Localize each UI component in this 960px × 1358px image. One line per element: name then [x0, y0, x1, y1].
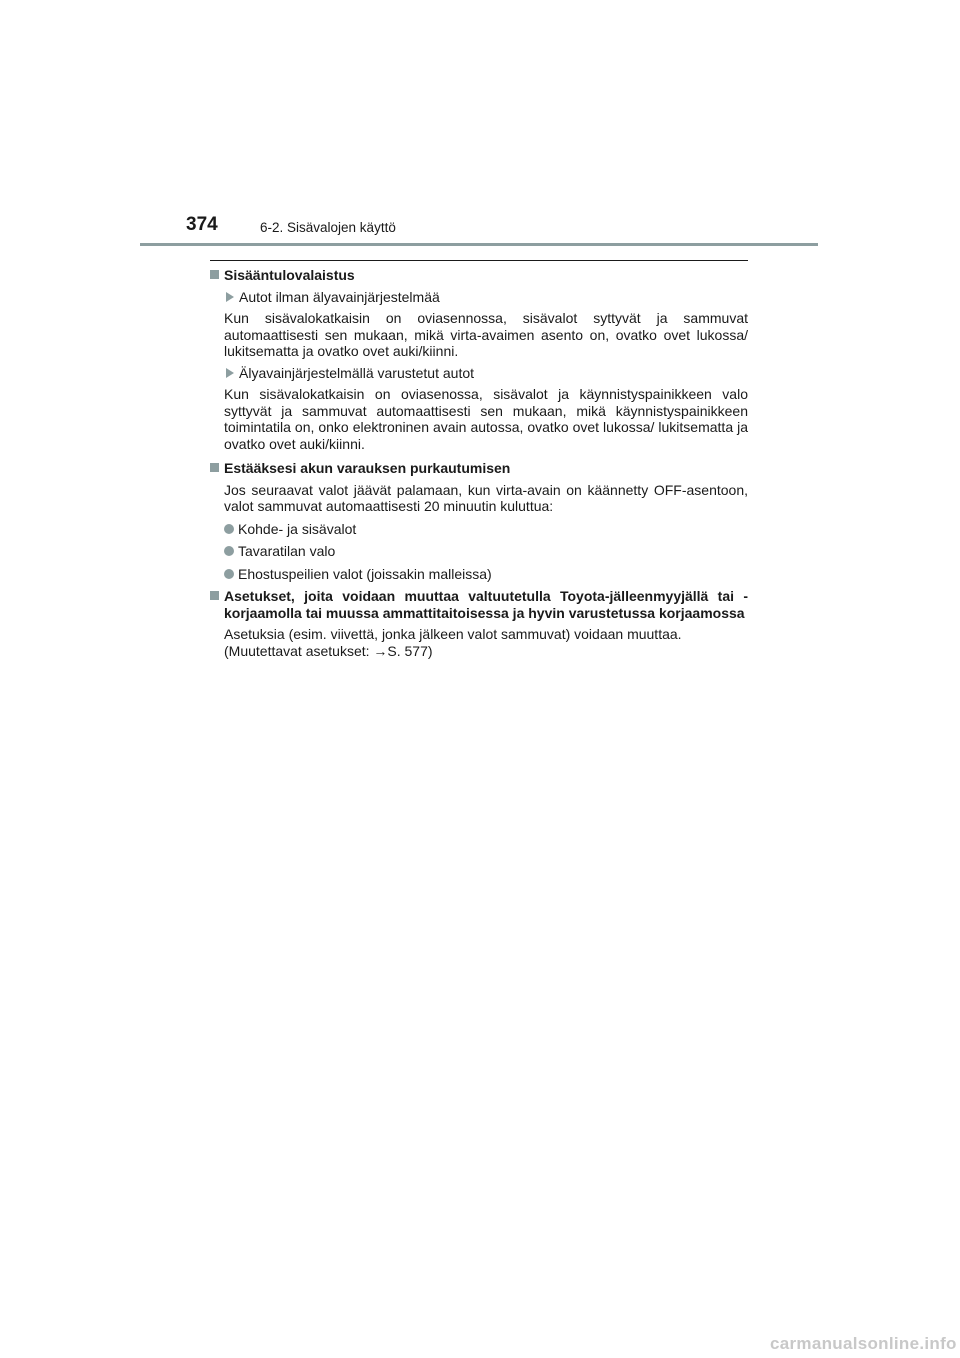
paragraph: Asetuksia (esim. viivettä, jonka jälkeen valot sammuvat) voidaan muuttaa.: [224, 626, 682, 642]
list-item: Kohde- ja sisävalot: [224, 521, 748, 538]
subsection-label: Autot ilman älyavainjärjestelmää: [226, 289, 748, 306]
paragraph: Kun sisävalokatkaisin on oviasenossa, sisävalot ja käynnistyspainikkeen valo syttyvät ja sammuvat automaattisesti sen mukaan, mikä käynnistyspainikkeen toimintatila on, onko elektroninen avain autossa, ovatko ovet lukossa/ lukitsematta ja ovatko ovet auki/kiinni.: [224, 386, 748, 452]
square-bullet-icon: [210, 270, 219, 279]
page-reference[interactable]: (Muutettavat asetukset: →S. 577): [224, 642, 433, 659]
list-item: Tavaratilan valo: [224, 543, 748, 560]
square-bullet-icon: [210, 591, 219, 600]
page-content: [210, 266, 748, 659]
section-heading-entry-lighting: Sisääntulovalaistus: [210, 267, 748, 284]
circle-bullet-icon: [224, 569, 234, 579]
section-heading-settings: Asetukset, joita voidaan muuttaa valtuutetulla Toyota-jälleenmyyjällä tai -korjaamolla tai muussa ammattitaitoisessa ja hyvin varustetussa korjaamossa: [210, 588, 748, 621]
square-bullet-icon: [210, 463, 219, 472]
subsection-label: Älyavainjärjestelmällä varustetut autot: [226, 365, 748, 382]
running-head: 6-2. Sisävalojen käyttö: [260, 220, 396, 235]
section-rule: [210, 260, 748, 261]
watermark: carmanualsonline.info: [770, 1334, 957, 1353]
circle-bullet-icon: [224, 524, 234, 534]
paragraph: Kun sisävalokatkaisin on oviasennossa, sisävalot syttyvät ja sammuvat automaattisesti sen mukaan, mikä virta-avaimen asento on, ovatko ovet lukossa/ lukitsematta ja ovatko ovet auki/kiinni.: [224, 310, 748, 359]
paragraph: Jos seuraavat valot jäävät palamaan, kun virta-avain on käännetty OFF-asentoon, valot sammuvat automaattisesti 20 minuutin kuluttua:: [224, 481, 748, 514]
header-rule: [140, 243, 818, 246]
triangle-marker-icon: [226, 368, 234, 378]
section-heading-battery: Estääksesi akun varauksen purkautumisen: [210, 460, 748, 477]
triangle-marker-icon: [226, 292, 234, 302]
page-number: 374: [186, 214, 218, 235]
circle-bullet-icon: [224, 546, 234, 556]
list-item: Ehostuspeilien valot (joissakin malleissa): [224, 566, 748, 583]
